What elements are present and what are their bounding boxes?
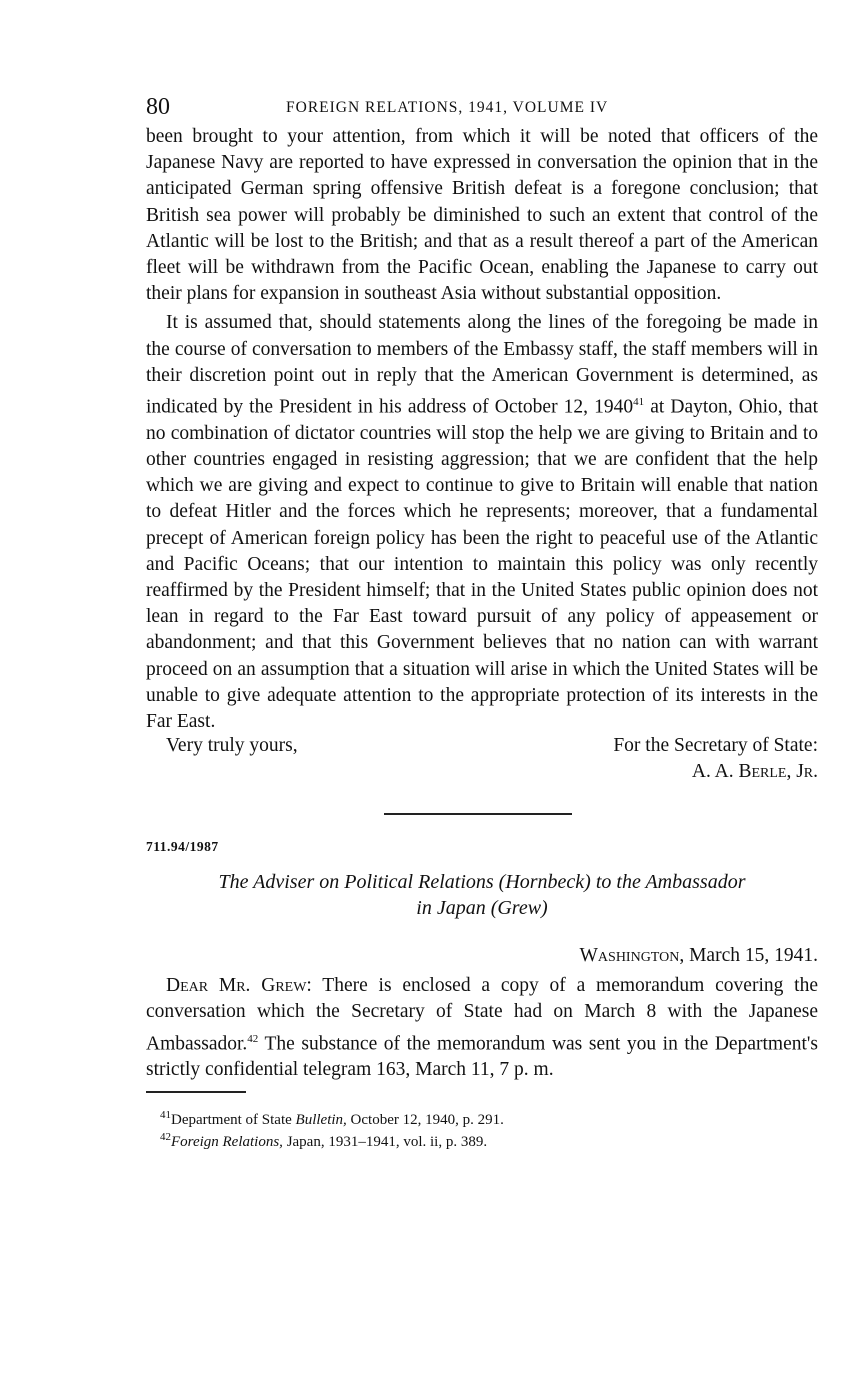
dateline-place: Washington: [579, 945, 680, 967]
paragraph-2: [146, 310, 818, 735]
complimentary-close: Very truly yours,: [166, 735, 298, 757]
letter-2-part-a: : There is enclosed a copy of a memorandum covering the conversation which the Secretary of State had on March 8 with the Japanese Ambassador.: [146, 975, 818, 1055]
file-number: 711.94/1987: [146, 839, 219, 855]
letter-closing: [146, 735, 818, 787]
section-divider: [384, 813, 572, 815]
page-number: 80: [146, 94, 170, 120]
paragraph-2-part-a: It is assumed that, should statements along the lines of the foregoing be made in the course of conversation to members of the Embassy staff, the staff members will in their discretion point out in reply that the American Government is determined, as indicated by the President in his address of October 12, 1940: [146, 312, 818, 418]
footnote-41: [160, 1107, 818, 1129]
letter-body: [146, 124, 818, 735]
footnotes: [146, 1107, 818, 1151]
document-title: [146, 869, 818, 921]
footnote-ref-41: 41: [633, 396, 645, 409]
salutation: Dear Mr. Grew: [166, 975, 307, 997]
footnote-mark: 41: [160, 1109, 171, 1122]
dateline: [146, 945, 818, 967]
running-head: FOREIGN RELATIONS, 1941, VOLUME IV: [286, 99, 609, 116]
footnote-42: [160, 1129, 818, 1151]
footnote-ref-42: 42: [247, 1032, 259, 1045]
paragraph-2-part-b: at Dayton, Ohio, that no combination of dictator countries will stop the help we are giving to Britain and to other countries engaged in resisting aggression; that we are confident that the help which we are giving and expect to continue to give to Britain will enable that nation to defeat Hitler and the forces which he represents; moreover, that a fundamental precept of American foreign policy has been the right to peaceful use of the Atlantic and Pacific Oceans; that our intention to maintain this policy was only recently reaffirmed by the President himself; that in the United States public opinion does not lean in regard to the Far East toward pursuit of any policy of appeasement or abandonment; and that this Government believes that no nation can with warrant proceed on an assumption that a situation will arise in which the United States will be unable to give adequate attention to the appropriate protection of its interests in the Far East.: [146, 396, 818, 732]
paragraph-1: been brought to your attention, from which it will be noted that officers of the Japanese Navy are reported to have expressed in conversation the opinion that in the anticipated German spring offensive British defeat is a foregone conclusion; that British sea power will probably be diminished to such an extent that control of the Atlantic will be lost to the British; and that as a result thereof a part of the American fleet will be withdrawn from the Pacific Ocean, enabling the Japanese to carry out their plans for expansion in southeast Asia without substantial opposition.: [146, 126, 818, 305]
footnote-rule: [146, 1091, 246, 1093]
footnote-text-end: October 12, 1940, p. 291.: [346, 1112, 504, 1129]
footnote-text-end: Japan, 1931–1941, vol. ii, p. 389.: [282, 1134, 488, 1151]
footnote-italic: Bulletin,: [295, 1112, 347, 1129]
dateline-date: , March 15, 1941.: [679, 945, 818, 967]
document-title-line-1: The Adviser on Political Relations (Hornbeck) to the Ambassador: [218, 871, 746, 894]
page-header: [146, 94, 818, 124]
page: [146, 94, 818, 1151]
footnote-mark: 42: [160, 1131, 171, 1144]
footnote-text: Department of State: [171, 1112, 296, 1129]
letter-2-paragraph: [146, 973, 818, 1083]
signature-name: A. A. Berle, Jr.: [691, 761, 818, 783]
signature-block-title: For the Secretary of State:: [613, 735, 818, 757]
letter-2-part-b: The substance of the memorandum was sent you in the Department's strictly confidential telegram 163, March 11, 7 p. m.: [146, 1033, 818, 1081]
letter-2-body: [146, 973, 818, 1083]
footnote-italic: Foreign Relations,: [171, 1134, 283, 1151]
document-title-line-2: in Japan (Grew): [416, 897, 548, 920]
